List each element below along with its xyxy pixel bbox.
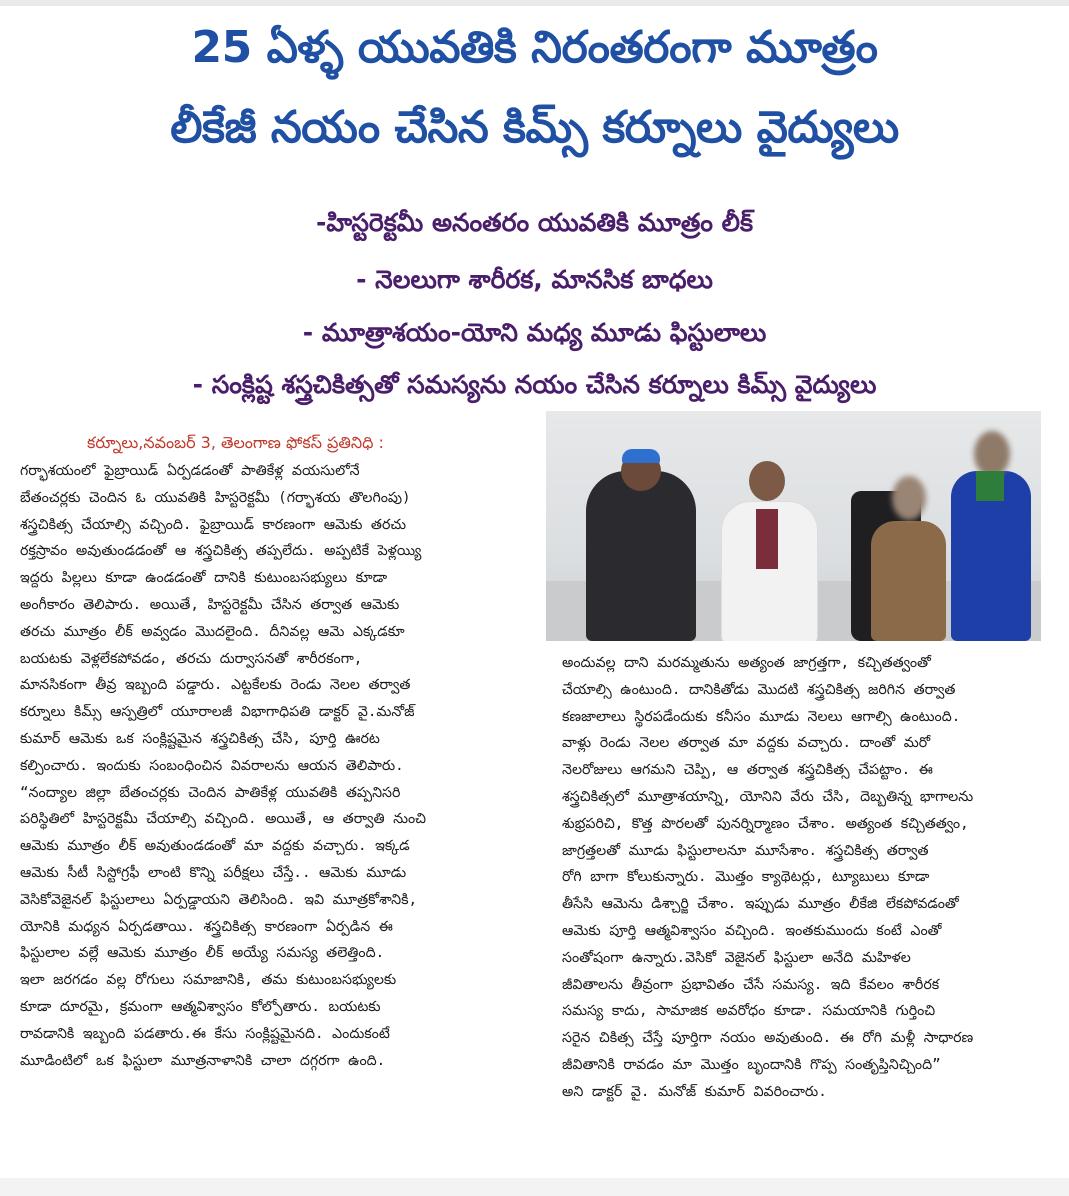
article-line: వాళ్లు రెండు నెలల తర్వాత మా వద్దకు వచ్చారు. దాంతో మరో	[562, 735, 931, 752]
article-line: ఆమెకు మూత్రం లీక్ అవుతుండడంతో మా వద్దకు వచ్చారు. ఇక్కడ	[20, 838, 410, 855]
article-line: తరచు మూత్రం లీక్ అవ్వడం మొదలైంది. దీనివల్ల ఆమె ఎక్కడకూ	[20, 623, 405, 640]
surgical-cap	[622, 449, 660, 463]
article-line: సంతోషంగా ఉన్నారు.వెసికో వెజైనల్ ఫిస్టులా అనేది మహిళల	[562, 949, 911, 966]
dateline: కర్నూలు,నవంబర్ 3, తెలంగాణ ఫోకస్ ప్రతినిధి :	[87, 433, 384, 452]
article-line: ఫిస్టులాల వల్లే ఆమెకు మూత్రం లీక్ అయ్యే సమస్య తలెత్తింది.	[20, 945, 385, 962]
headline-line-1: 25 ఏళ్ళ యువతికి నిరంతరంగా మూత్రం	[191, 22, 878, 73]
article-line: అందువల్ల దాని మరమ్మతును అత్యంత జాగ్రత్తగా, కచ్చితత్వంతో	[562, 655, 931, 671]
article-line: నెలరోజులు ఆగమని చెప్పి, ఆ తర్వాత శస్త్రచికిత్స చేపట్టాం. ఈ	[562, 762, 933, 779]
attendant-blouse	[976, 471, 1004, 501]
article-line: పరిస్థితిలో హిస్టరెక్టమీ చేయాల్సి వచ్చింది. అయితే, ఆ తర్వాతి నుంచి	[20, 811, 427, 828]
doctor-head-2	[749, 461, 785, 501]
article-line: ఇలా జరగడం వల్ల రోగులు సమాజానికి, తమ కుటుంబసభ్యులకు	[20, 972, 397, 989]
article-column-right	[562, 650, 1042, 1106]
article-line: తీసేసి ఆమెను డిశ్చార్జి చేశాం. ఇప్పుడు మూత్రం లీకేజి లేకపోవడంతో	[562, 896, 959, 913]
article-line: కణజాలాలు స్థిరపడేందుకు కనీసం మూడు నెలలు ఆగాల్సి ఉంటుంది.	[562, 708, 961, 725]
article-line: ఇద్దరు పిల్లలు కూడా ఉండడంతో దానికి కుటుంబసభ్యులు కూడా	[20, 570, 388, 587]
article-line: జాగ్రత్తలతో మూడు ఫిస్టులాలనూ మూసేశాం. శస్త్రచికిత్స తర్వాత	[562, 842, 929, 859]
article-line: రోగి బాగా కోలుకున్నారు. మొత్తం క్యాథెటర్లు, ట్యూబులు కూడా	[562, 869, 930, 886]
doctor-shirt	[756, 509, 778, 569]
patient-head-blurred	[892, 476, 926, 520]
article-line: వెసికోవెజైనల్ ఫిస్టులాలు ఏర్పడ్డాయని తెలిసింది. ఇవి మూత్రకోశానికి,	[20, 891, 418, 908]
article-line: శుభ్రపరిచి, కొత్త పొరలతో పునర్నిర్మాణం చేశాం. అత్యంత కచ్చితత్వం,	[562, 815, 969, 832]
subheading-3: - మూత్రాశయం-యోని మధ్య మూడు ఫిస్టులాలు	[302, 318, 767, 347]
article-line: చేయాల్సి ఉంటుంది. దానికితోడు మొదటి శస్త్రచికిత్స జరిగిన తర్వాత	[562, 681, 956, 698]
article-line: కర్నూలు కిమ్స్ ఆస్పత్రిలో యూరాలజీ విభాగాధిపతి డాక్టర్ వై.మనోజ్	[20, 704, 415, 721]
article-line: మానసికంగా తీవ్ర ఇబ్బంది పడ్డారు. ఎట్టకేలకు రెండు నెలల తర్వాత	[20, 677, 411, 694]
article-line: కల్పించారు. ఇందుకు సంబంధించిన వివరాలను ఆయన తెలిపారు.	[20, 757, 404, 774]
article-line: బయటకు వెళ్లలేకపోవడం, తరచు దుర్వాసనతో శారీరకంగా,	[20, 650, 363, 667]
article-line: అని డాక్టర్ వై. మనోజ్ కుమార్ వివరించారు.	[562, 1083, 827, 1100]
article-line: జీవితాలను తీవ్రంగా ప్రభావితం చేసే సమస్య. ఇది కేవలం శారీరక	[562, 976, 940, 993]
article-line: కూడా దూరమై, క్రమంగా ఆత్మవిశ్వాసం కోల్పోతారు. బయటకు	[20, 998, 381, 1015]
article-line: సమస్య కాదు, సామాజిక అవరోధం కూడా. సమయానికి గుర్తించి	[562, 1003, 936, 1020]
article-line: గర్భాశయంలో ఫైబ్రాయిడ్ ఏర్పడడంతో పాతికేళ్ల వయసులోనే	[20, 463, 360, 479]
bottom-page-edge	[0, 1178, 1069, 1196]
subheading-1: -హిస్టరెక్టమీ అనంతరం యువతికి మూత్రం లీక్	[315, 208, 754, 237]
article-line: “నంద్యాల జిల్లా బేతంచర్లకు చెందిన పాతికేళ్ల యువతికి తప్పనిసరి	[20, 784, 401, 801]
doctor-figure-1	[586, 471, 696, 641]
article-line: ఆమెకు పూర్తి ఆత్మవిశ్వాసం వచ్చింది. ఇంతకుముందు కంటే ఎంతో	[562, 922, 942, 939]
article-line: శస్త్రచికిత్సలో మూత్రాశయాన్ని, యోనిని వేరు చేసి, దెబ్బతిన్న భాగాలను	[562, 788, 974, 805]
news-photo	[546, 411, 1041, 641]
article-line: సరైన చికిత్స చేస్తే పూర్తిగా నయం అవుతుంది. ఈ రోగి మళ్లీ సాధారణ	[562, 1030, 974, 1047]
article-line: శస్త్రచికిత్స చేయాల్సి వచ్చింది. ఫైబ్రాయిడ్ కారణంగా ఆమెకు తరచు	[20, 516, 407, 533]
subheading-2: - నెలలుగా శారీరక, మానసిక బాధలు	[356, 265, 713, 294]
article-line: రక్తస్రావం అవుతుండడంతో ఆ శస్త్రచికిత్స తప్పలేదు. అప్పటికే పెళ్లయ్యి	[20, 543, 422, 560]
article-line: యోనికి మధ్యన ఏర్పడతాయి. శస్త్రచికిత్స కారణంగా ఏర్పడిన ఈ	[20, 918, 393, 935]
top-page-edge	[0, 0, 1069, 6]
article-line: అంగీకారం తెలిపారు. అయితే, హిస్టరెక్టమీ చేసిన తర్వాత ఆమెకు	[20, 596, 400, 613]
article-line: జీవితానికి రావడం మా మొత్తం బృందానికి గొప్ప సంతృప్తినిచ్చింది”	[562, 1056, 941, 1073]
article-line: కుమార్ ఆమెకు ఒక సంక్లిష్టమైన శస్త్రచికిత్స చేసి, పూర్తి ఊరట	[20, 730, 380, 747]
article-line: బేతంచర్లకు చెందిన ఓ యువతికి హిస్టరెక్టమీ (గర్భాశయ తొలగింపు)	[20, 489, 411, 506]
article-line: ఆమెకు సీటీ సిస్టోగ్రఫీ లాంటి కొన్ని పరీక్షలు చేస్తే.. ఆమెకు మూడు	[20, 864, 407, 881]
subheading-4: - సంక్లిష్ట శస్త్రచికిత్సతో సమస్యను నయం చేసిన కర్నూలు కిమ్స్ వైద్యులు	[192, 370, 877, 399]
headline-line-2: లీకేజీ నయం చేసిన కిమ్స్ కర్నూలు వైద్యులు	[170, 102, 899, 153]
article-line: రావడానికి ఇబ్బంది పడతారు.ఈ కేసు సంక్లిష్టమైనది. ఎందుకంటే	[20, 1025, 390, 1042]
article-line: మూడింటిలో ఒక ఫిస్టులా మూత్రనాళానికి చాలా దగ్గరగా ఉంది.	[20, 1052, 386, 1069]
article-column-left	[20, 458, 530, 1074]
patient-figure	[871, 521, 946, 641]
